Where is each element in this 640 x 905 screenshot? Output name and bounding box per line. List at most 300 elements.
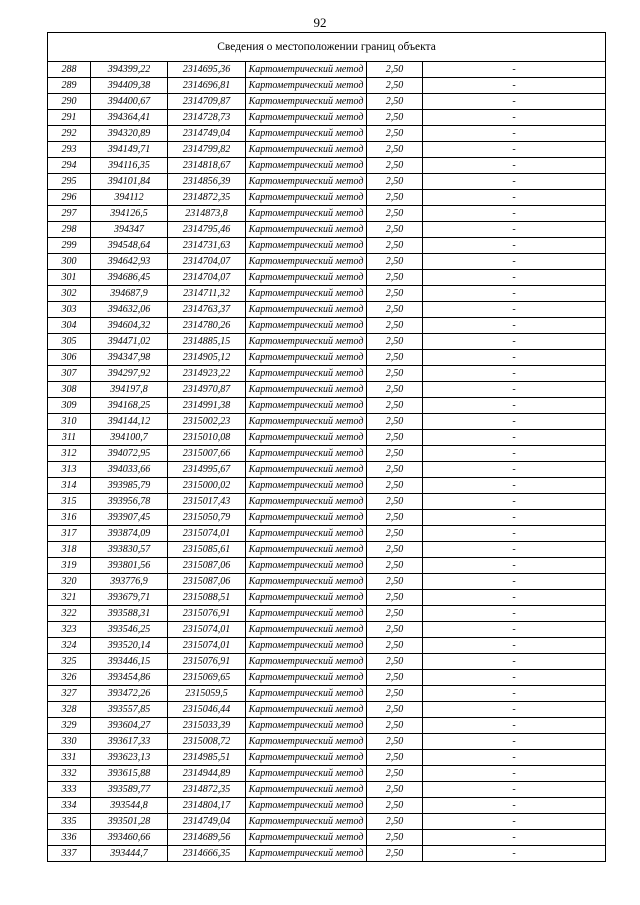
y-coordinate-cell: 2315008,72 — [168, 734, 246, 750]
accuracy-cell: 2,50 — [367, 158, 423, 174]
x-coordinate-cell: 393623,13 — [91, 750, 168, 766]
y-coordinate-cell: 2314695,36 — [168, 62, 246, 78]
x-coordinate-cell: 393444,7 — [91, 846, 168, 862]
y-coordinate-cell: 2315074,01 — [168, 638, 246, 654]
y-coordinate-cell: 2314704,07 — [168, 254, 246, 270]
y-coordinate-cell: 2315007,66 — [168, 446, 246, 462]
table-row — [48, 542, 606, 558]
table-row — [48, 510, 606, 526]
description-cell: - — [423, 686, 606, 702]
accuracy-cell: 2,50 — [367, 494, 423, 510]
table-row — [48, 430, 606, 446]
x-coordinate-cell: 394364,41 — [91, 110, 168, 126]
x-coordinate-cell: 393615,88 — [91, 766, 168, 782]
x-coordinate-cell: 394101,84 — [91, 174, 168, 190]
table-row — [48, 350, 606, 366]
table-row — [48, 734, 606, 750]
x-coordinate-cell: 394033,66 — [91, 462, 168, 478]
y-coordinate-cell: 2315087,06 — [168, 558, 246, 574]
y-coordinate-cell: 2314696,81 — [168, 78, 246, 94]
x-coordinate-cell: 393588,31 — [91, 606, 168, 622]
point-number-cell: 296 — [48, 190, 91, 206]
point-number-cell: 309 — [48, 398, 91, 414]
accuracy-cell: 2,50 — [367, 142, 423, 158]
table-row — [48, 382, 606, 398]
accuracy-cell: 2,50 — [367, 254, 423, 270]
accuracy-cell: 2,50 — [367, 686, 423, 702]
description-cell: - — [423, 446, 606, 462]
description-cell: - — [423, 334, 606, 350]
accuracy-cell: 2,50 — [367, 574, 423, 590]
method-cell: Картометрический метод — [246, 750, 367, 766]
accuracy-cell: 2,50 — [367, 446, 423, 462]
table-row — [48, 718, 606, 734]
description-cell: - — [423, 238, 606, 254]
description-cell: - — [423, 350, 606, 366]
description-cell: - — [423, 190, 606, 206]
point-number-cell: 332 — [48, 766, 91, 782]
method-cell: Картометрический метод — [246, 734, 367, 750]
y-coordinate-cell: 2314856,39 — [168, 174, 246, 190]
x-coordinate-cell: 394297,92 — [91, 366, 168, 382]
point-number-cell: 308 — [48, 382, 91, 398]
point-number-cell: 322 — [48, 606, 91, 622]
accuracy-cell: 2,50 — [367, 654, 423, 670]
description-cell: - — [423, 254, 606, 270]
y-coordinate-cell: 2315076,91 — [168, 654, 246, 670]
description-cell: - — [423, 302, 606, 318]
accuracy-cell: 2,50 — [367, 846, 423, 862]
x-coordinate-cell: 393874,09 — [91, 526, 168, 542]
point-number-cell: 293 — [48, 142, 91, 158]
method-cell: Картометрический метод — [246, 798, 367, 814]
point-number-cell: 327 — [48, 686, 91, 702]
point-number-cell: 331 — [48, 750, 91, 766]
x-coordinate-cell: 394548,64 — [91, 238, 168, 254]
method-cell: Картометрический метод — [246, 638, 367, 654]
method-cell: Картометрический метод — [246, 622, 367, 638]
point-number-cell: 319 — [48, 558, 91, 574]
description-cell: - — [423, 142, 606, 158]
table-row — [48, 286, 606, 302]
accuracy-cell: 2,50 — [367, 558, 423, 574]
y-coordinate-cell: 2314711,32 — [168, 286, 246, 302]
accuracy-cell: 2,50 — [367, 286, 423, 302]
method-cell: Картометрический метод — [246, 526, 367, 542]
description-cell: - — [423, 574, 606, 590]
method-cell: Картометрический метод — [246, 558, 367, 574]
y-coordinate-cell: 2314689,56 — [168, 830, 246, 846]
boundary-coordinates-table — [47, 32, 606, 862]
description-cell: - — [423, 494, 606, 510]
x-coordinate-cell: 394197,8 — [91, 382, 168, 398]
accuracy-cell: 2,50 — [367, 766, 423, 782]
description-cell: - — [423, 606, 606, 622]
table-row — [48, 222, 606, 238]
table-row — [48, 142, 606, 158]
point-number-cell: 311 — [48, 430, 91, 446]
table-row — [48, 446, 606, 462]
y-coordinate-cell: 2314799,82 — [168, 142, 246, 158]
x-coordinate-cell: 394100,7 — [91, 430, 168, 446]
table-row — [48, 750, 606, 766]
table-row — [48, 526, 606, 542]
accuracy-cell: 2,50 — [367, 718, 423, 734]
accuracy-cell: 2,50 — [367, 478, 423, 494]
x-coordinate-cell: 394320,89 — [91, 126, 168, 142]
x-coordinate-cell: 393544,8 — [91, 798, 168, 814]
table-row — [48, 606, 606, 622]
y-coordinate-cell: 2314970,87 — [168, 382, 246, 398]
table-row — [48, 494, 606, 510]
y-coordinate-cell: 2314704,07 — [168, 270, 246, 286]
method-cell: Картометрический метод — [246, 350, 367, 366]
method-cell: Картометрический метод — [246, 702, 367, 718]
accuracy-cell: 2,50 — [367, 462, 423, 478]
point-number-cell: 297 — [48, 206, 91, 222]
table-row — [48, 190, 606, 206]
table-row — [48, 654, 606, 670]
x-coordinate-cell: 394144,12 — [91, 414, 168, 430]
accuracy-cell: 2,50 — [367, 366, 423, 382]
point-number-cell: 316 — [48, 510, 91, 526]
y-coordinate-cell: 2315085,61 — [168, 542, 246, 558]
y-coordinate-cell: 2314923,22 — [168, 366, 246, 382]
table-body — [48, 62, 606, 862]
description-cell: - — [423, 590, 606, 606]
accuracy-cell: 2,50 — [367, 206, 423, 222]
point-number-cell: 312 — [48, 446, 91, 462]
x-coordinate-cell: 394687,9 — [91, 286, 168, 302]
y-coordinate-cell: 2314749,04 — [168, 126, 246, 142]
accuracy-cell: 2,50 — [367, 382, 423, 398]
method-cell: Картометрический метод — [246, 814, 367, 830]
method-cell: Картометрический метод — [246, 542, 367, 558]
accuracy-cell: 2,50 — [367, 814, 423, 830]
point-number-cell: 314 — [48, 478, 91, 494]
x-coordinate-cell: 394347,98 — [91, 350, 168, 366]
method-cell: Картометрический метод — [246, 78, 367, 94]
x-coordinate-cell: 393446,15 — [91, 654, 168, 670]
x-coordinate-cell: 394399,22 — [91, 62, 168, 78]
y-coordinate-cell: 2315069,65 — [168, 670, 246, 686]
description-cell: - — [423, 222, 606, 238]
table-row — [48, 814, 606, 830]
y-coordinate-cell: 2315074,01 — [168, 622, 246, 638]
description-cell: - — [423, 782, 606, 798]
description-cell: - — [423, 734, 606, 750]
point-number-cell: 307 — [48, 366, 91, 382]
method-cell: Картометрический метод — [246, 366, 367, 382]
y-coordinate-cell: 2314731,63 — [168, 238, 246, 254]
method-cell: Картометрический метод — [246, 110, 367, 126]
x-coordinate-cell: 394072,95 — [91, 446, 168, 462]
table-row — [48, 462, 606, 478]
description-cell: - — [423, 750, 606, 766]
y-coordinate-cell: 2314795,46 — [168, 222, 246, 238]
description-cell: - — [423, 766, 606, 782]
y-coordinate-cell: 2314763,37 — [168, 302, 246, 318]
description-cell: - — [423, 94, 606, 110]
accuracy-cell: 2,50 — [367, 398, 423, 414]
table-row — [48, 318, 606, 334]
description-cell: - — [423, 542, 606, 558]
point-number-cell: 289 — [48, 78, 91, 94]
point-number-cell: 321 — [48, 590, 91, 606]
method-cell: Картометрический метод — [246, 574, 367, 590]
x-coordinate-cell: 393985,79 — [91, 478, 168, 494]
method-cell: Картометрический метод — [246, 254, 367, 270]
y-coordinate-cell: 2314872,35 — [168, 190, 246, 206]
y-coordinate-cell: 2314944,89 — [168, 766, 246, 782]
method-cell: Картометрический метод — [246, 302, 367, 318]
table-row — [48, 766, 606, 782]
y-coordinate-cell: 2315033,39 — [168, 718, 246, 734]
table-row — [48, 782, 606, 798]
point-number-cell: 317 — [48, 526, 91, 542]
method-cell: Картометрический метод — [246, 126, 367, 142]
y-coordinate-cell: 2314804,17 — [168, 798, 246, 814]
method-cell: Картометрический метод — [246, 142, 367, 158]
x-coordinate-cell: 394168,25 — [91, 398, 168, 414]
method-cell: Картометрический метод — [246, 478, 367, 494]
accuracy-cell: 2,50 — [367, 414, 423, 430]
method-cell: Картометрический метод — [246, 206, 367, 222]
point-number-cell: 323 — [48, 622, 91, 638]
accuracy-cell: 2,50 — [367, 318, 423, 334]
point-number-cell: 291 — [48, 110, 91, 126]
method-cell: Картометрический метод — [246, 830, 367, 846]
description-cell: - — [423, 398, 606, 414]
x-coordinate-cell: 393472,26 — [91, 686, 168, 702]
method-cell: Картометрический метод — [246, 606, 367, 622]
table-row — [48, 590, 606, 606]
point-number-cell: 298 — [48, 222, 91, 238]
x-coordinate-cell: 394642,93 — [91, 254, 168, 270]
description-cell: - — [423, 126, 606, 142]
description-cell: - — [423, 270, 606, 286]
point-number-cell: 294 — [48, 158, 91, 174]
y-coordinate-cell: 2314666,35 — [168, 846, 246, 862]
table-row — [48, 270, 606, 286]
table-row — [48, 622, 606, 638]
description-cell: - — [423, 830, 606, 846]
description-cell: - — [423, 718, 606, 734]
x-coordinate-cell: 394686,45 — [91, 270, 168, 286]
description-cell: - — [423, 846, 606, 862]
method-cell: Картометрический метод — [246, 190, 367, 206]
accuracy-cell: 2,50 — [367, 638, 423, 654]
x-coordinate-cell: 394400,67 — [91, 94, 168, 110]
table-row — [48, 62, 606, 78]
description-cell: - — [423, 462, 606, 478]
point-number-cell: 337 — [48, 846, 91, 862]
accuracy-cell: 2,50 — [367, 126, 423, 142]
x-coordinate-cell: 393557,85 — [91, 702, 168, 718]
point-number-cell: 292 — [48, 126, 91, 142]
point-number-cell: 325 — [48, 654, 91, 670]
description-cell: - — [423, 318, 606, 334]
point-number-cell: 333 — [48, 782, 91, 798]
method-cell: Картометрический метод — [246, 158, 367, 174]
y-coordinate-cell: 2314872,35 — [168, 782, 246, 798]
point-number-cell: 310 — [48, 414, 91, 430]
x-coordinate-cell: 393604,27 — [91, 718, 168, 734]
x-coordinate-cell: 394126,5 — [91, 206, 168, 222]
accuracy-cell: 2,50 — [367, 350, 423, 366]
point-number-cell: 334 — [48, 798, 91, 814]
y-coordinate-cell: 2314885,15 — [168, 334, 246, 350]
table-row — [48, 78, 606, 94]
point-number-cell: 301 — [48, 270, 91, 286]
accuracy-cell: 2,50 — [367, 798, 423, 814]
page-number: 92 — [313, 15, 327, 30]
y-coordinate-cell: 2314991,38 — [168, 398, 246, 414]
point-number-cell: 324 — [48, 638, 91, 654]
point-number-cell: 306 — [48, 350, 91, 366]
method-cell: Картометрический метод — [246, 654, 367, 670]
x-coordinate-cell: 393460,66 — [91, 830, 168, 846]
accuracy-cell: 2,50 — [367, 750, 423, 766]
description-cell: - — [423, 478, 606, 494]
description-cell: - — [423, 526, 606, 542]
y-coordinate-cell: 2315046,44 — [168, 702, 246, 718]
x-coordinate-cell: 393546,25 — [91, 622, 168, 638]
method-cell: Картометрический метод — [246, 318, 367, 334]
accuracy-cell: 2,50 — [367, 526, 423, 542]
y-coordinate-cell: 2315059,5 — [168, 686, 246, 702]
x-coordinate-cell: 394409,38 — [91, 78, 168, 94]
x-coordinate-cell: 393679,71 — [91, 590, 168, 606]
x-coordinate-cell: 394347 — [91, 222, 168, 238]
point-number-cell: 288 — [48, 62, 91, 78]
x-coordinate-cell: 394112 — [91, 190, 168, 206]
table-title: Сведения о местоположении границ объекта — [48, 33, 606, 62]
table-row — [48, 126, 606, 142]
method-cell: Картометрический метод — [246, 174, 367, 190]
accuracy-cell: 2,50 — [367, 302, 423, 318]
accuracy-cell: 2,50 — [367, 190, 423, 206]
method-cell: Картометрический метод — [246, 846, 367, 862]
point-number-cell: 326 — [48, 670, 91, 686]
accuracy-cell: 2,50 — [367, 174, 423, 190]
accuracy-cell: 2,50 — [367, 238, 423, 254]
x-coordinate-cell: 394471,02 — [91, 334, 168, 350]
point-number-cell: 318 — [48, 542, 91, 558]
description-cell: - — [423, 798, 606, 814]
description-cell: - — [423, 702, 606, 718]
table-row — [48, 702, 606, 718]
y-coordinate-cell: 2314873,8 — [168, 206, 246, 222]
accuracy-cell: 2,50 — [367, 670, 423, 686]
x-coordinate-cell: 394116,35 — [91, 158, 168, 174]
x-coordinate-cell: 393801,56 — [91, 558, 168, 574]
method-cell: Картометрический метод — [246, 782, 367, 798]
point-number-cell: 305 — [48, 334, 91, 350]
method-cell: Картометрический метод — [246, 382, 367, 398]
accuracy-cell: 2,50 — [367, 62, 423, 78]
description-cell: - — [423, 110, 606, 126]
accuracy-cell: 2,50 — [367, 270, 423, 286]
table-row — [48, 558, 606, 574]
description-cell: - — [423, 510, 606, 526]
table-row — [48, 158, 606, 174]
point-number-cell: 303 — [48, 302, 91, 318]
x-coordinate-cell: 393589,77 — [91, 782, 168, 798]
method-cell: Картометрический метод — [246, 414, 367, 430]
point-number-cell: 300 — [48, 254, 91, 270]
point-number-cell: 302 — [48, 286, 91, 302]
description-cell: - — [423, 382, 606, 398]
point-number-cell: 290 — [48, 94, 91, 110]
table-row — [48, 206, 606, 222]
y-coordinate-cell: 2315002,23 — [168, 414, 246, 430]
method-cell: Картометрический метод — [246, 446, 367, 462]
method-cell: Картометрический метод — [246, 670, 367, 686]
y-coordinate-cell: 2314728,73 — [168, 110, 246, 126]
table-row — [48, 414, 606, 430]
y-coordinate-cell: 2314780,26 — [168, 318, 246, 334]
x-coordinate-cell: 394604,32 — [91, 318, 168, 334]
y-coordinate-cell: 2314995,67 — [168, 462, 246, 478]
table-row — [48, 798, 606, 814]
accuracy-cell: 2,50 — [367, 78, 423, 94]
method-cell: Картометрический метод — [246, 94, 367, 110]
description-cell: - — [423, 366, 606, 382]
table-row — [48, 254, 606, 270]
accuracy-cell: 2,50 — [367, 94, 423, 110]
accuracy-cell: 2,50 — [367, 542, 423, 558]
description-cell: - — [423, 286, 606, 302]
method-cell: Картометрический метод — [246, 286, 367, 302]
y-coordinate-cell: 2315076,91 — [168, 606, 246, 622]
y-coordinate-cell: 2315000,02 — [168, 478, 246, 494]
table-row — [48, 366, 606, 382]
table-row — [48, 574, 606, 590]
method-cell: Картометрический метод — [246, 334, 367, 350]
table-row — [48, 830, 606, 846]
x-coordinate-cell: 393520,14 — [91, 638, 168, 654]
y-coordinate-cell: 2314818,67 — [168, 158, 246, 174]
y-coordinate-cell: 2315017,43 — [168, 494, 246, 510]
x-coordinate-cell: 393617,33 — [91, 734, 168, 750]
method-cell: Картометрический метод — [246, 398, 367, 414]
table-row — [48, 670, 606, 686]
table-title-row — [48, 33, 606, 62]
description-cell: - — [423, 206, 606, 222]
table-row — [48, 334, 606, 350]
x-coordinate-cell: 393454,86 — [91, 670, 168, 686]
y-coordinate-cell: 2314749,04 — [168, 814, 246, 830]
description-cell: - — [423, 654, 606, 670]
point-number-cell: 320 — [48, 574, 91, 590]
point-number-cell: 304 — [48, 318, 91, 334]
point-number-cell: 315 — [48, 494, 91, 510]
point-number-cell: 328 — [48, 702, 91, 718]
x-coordinate-cell: 394632,06 — [91, 302, 168, 318]
accuracy-cell: 2,50 — [367, 702, 423, 718]
y-coordinate-cell: 2314709,87 — [168, 94, 246, 110]
description-cell: - — [423, 414, 606, 430]
y-coordinate-cell: 2315087,06 — [168, 574, 246, 590]
accuracy-cell: 2,50 — [367, 782, 423, 798]
description-cell: - — [423, 814, 606, 830]
method-cell: Картометрический метод — [246, 222, 367, 238]
method-cell: Картометрический метод — [246, 62, 367, 78]
point-number-cell: 329 — [48, 718, 91, 734]
y-coordinate-cell: 2315088,51 — [168, 590, 246, 606]
accuracy-cell: 2,50 — [367, 510, 423, 526]
